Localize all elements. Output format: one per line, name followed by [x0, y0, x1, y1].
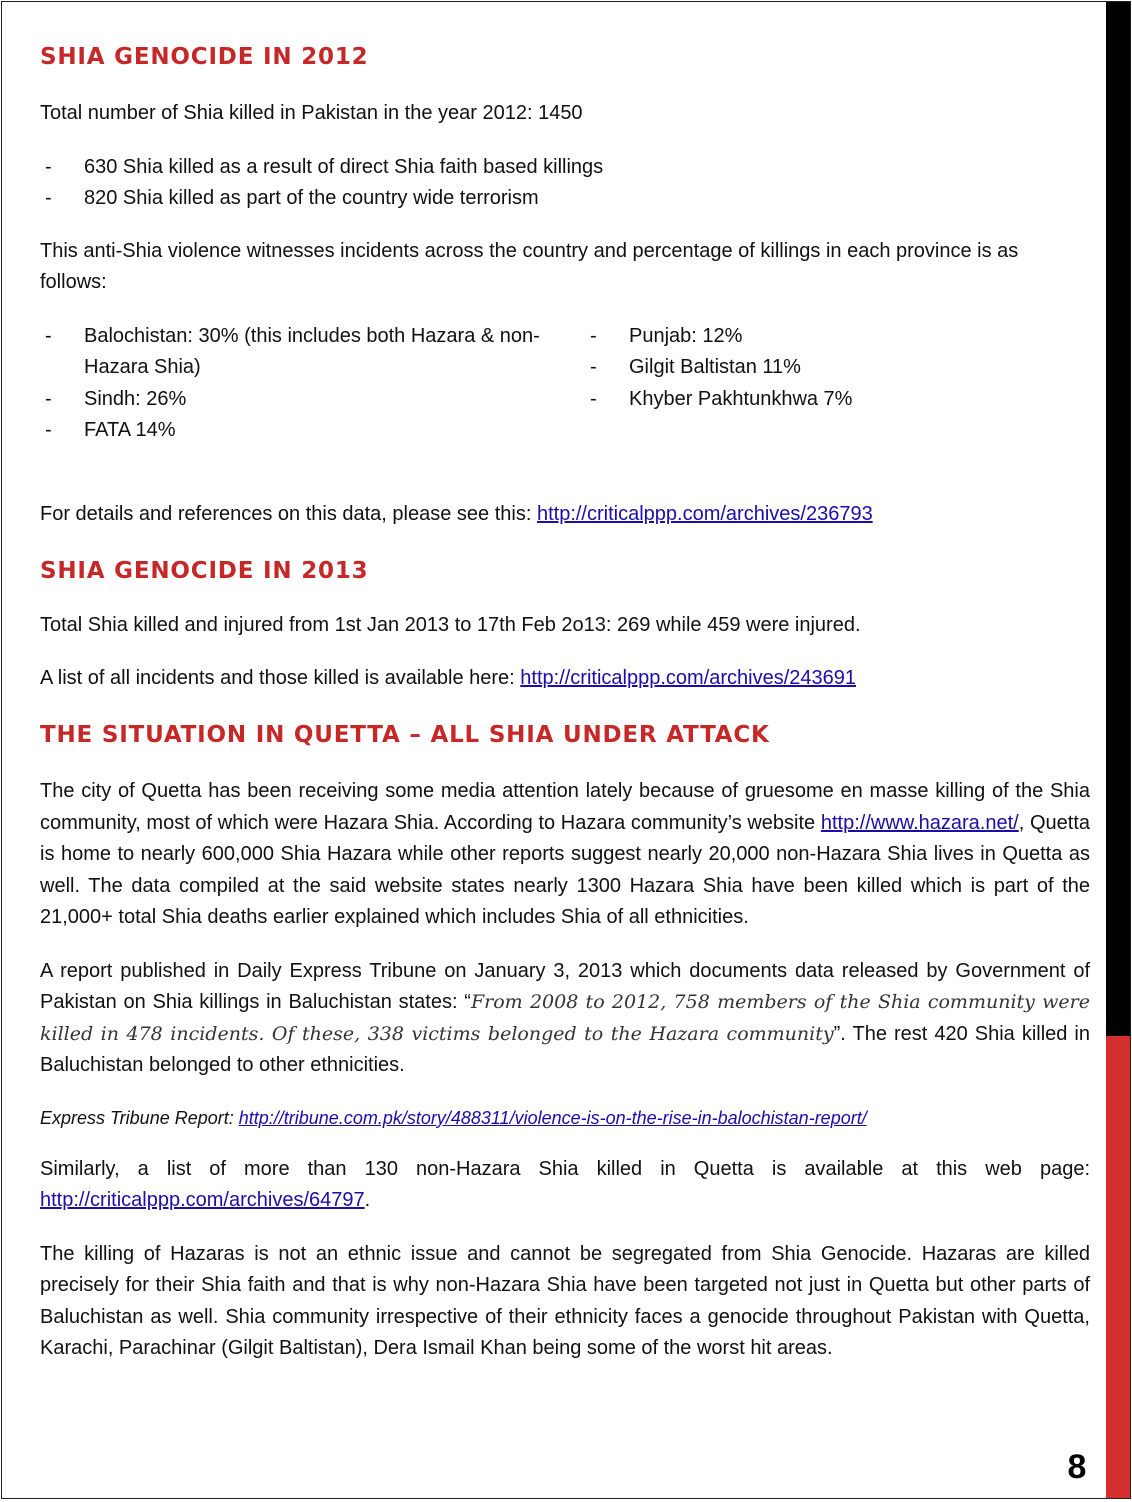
heading-quetta: THE SITUATION IN QUETTA – ALL SHIA UNDER ATTACK	[40, 722, 770, 748]
tribune-source	[40, 1104, 1090, 1132]
heading-2012: SHIA GENOCIDE IN 2012	[40, 44, 369, 70]
list-item: - 820 Shia killed as part of the country wide terrorism	[40, 183, 1090, 215]
criticalppp-64797-link[interactable]: http://criticalppp.com/archives/64797	[40, 1189, 365, 1211]
list-item: - Punjab: 12%	[585, 321, 1085, 353]
quetta-paragraph-1	[40, 776, 1090, 934]
side-bar-red	[1106, 1036, 1130, 1498]
list-item: - 630 Shia killed as a result of direct Shia faith based killings	[40, 152, 1090, 184]
incidents-text: A list of all incidents and those killed is available here:	[40, 666, 521, 689]
list-item: - FATA 14%	[40, 415, 585, 447]
heading-2013: SHIA GENOCIDE IN 2013	[40, 558, 369, 584]
quetta-paragraph-4: The killing of Hazaras is not an ethnic issue and cannot be segregated from Shia Genocide. Hazaras are killed precisely for their Shia faith and that is why non-Hazara Shia have been targeted not just in Quetta but other parts of Baluchistan as well. Shia community irrespective of their ethnicity faces a genocide throughout Pakistan with Quetta, Karachi, Parachinar (Gilgit Baltistan), Dera Ismail Khan being some of the worst hit areas.	[40, 1242, 1090, 1359]
paragraph-text: The city of Quetta has been receiving some media attention lately because of gruesome en masse killing of the Shia community, most of which were Hazara Shia. According to Hazara community’s website	[40, 780, 1090, 834]
total-2013: Total Shia killed and injured from 1st Jan 2013 to 17th Feb 2o13: 269 while 459 were injured.	[40, 614, 861, 636]
document-body	[40, 40, 1090, 1365]
list-item: - Sindh: 26%	[40, 384, 585, 416]
hazara-net-link[interactable]: http://www.hazara.net/	[820, 811, 1019, 834]
list-item: - Gilgit Baltistan 11%	[585, 352, 1085, 384]
province-columns	[40, 321, 1090, 447]
paragraph-text: A report published in Daily Express Tribune on January 3, 2013 which documents data released by Government of Pakistan on Shia killings in Baluchistan states: “	[40, 959, 1090, 1013]
tribune-quote: From 2008 to 2012, 758 members of the Shia community were killed in 478 incidents. Of these, 338 victims belonged to the Hazara community	[40, 991, 1090, 1045]
list-item: - Khyber Pakhtunkhwa 7%	[585, 384, 1085, 416]
province-list-right	[585, 321, 1085, 447]
province-list-left	[40, 321, 585, 447]
paragraph-text: ”. The rest 420 Shia killed in Baluchistan belonged to other ethnicities.	[40, 1022, 1090, 1076]
paragraph-text: Similarly, a list of more than 130 non-Hazara Shia killed in Quetta is available at this web page:	[40, 1157, 1090, 1180]
reference-link-236793[interactable]: http://criticalppp.com/archives/236793	[536, 502, 873, 525]
side-bar-black	[1106, 2, 1130, 1036]
page-number: 8	[1067, 1448, 1087, 1486]
list-item: - Balochistan: 30% (this includes both Hazara & non-Hazara Shia)	[40, 321, 585, 384]
quetta-paragraph-2	[40, 956, 1090, 1082]
reference-text: For details and references on this data, please see this:	[40, 502, 537, 525]
incidents-2013	[40, 663, 1090, 695]
paragraph-text: .	[364, 1189, 371, 1211]
bullet-list-2012	[40, 152, 1090, 215]
tribune-link[interactable]: http://tribune.com.pk/story/488311/violence-is-on-the-rise-in-balochistan-report/	[238, 1107, 867, 1128]
reference-2012	[40, 499, 1090, 531]
incidents-link-243691[interactable]: http://criticalppp.com/archives/243691	[520, 666, 857, 689]
province-intro: This anti-Shia violence witnesses incidents across the country and percentage of killings in each province is as follows:	[40, 239, 1019, 293]
source-label: Express Tribune Report:	[40, 1107, 239, 1128]
quetta-paragraph-3	[40, 1154, 1090, 1217]
paragraph-text: , Quetta is home to nearly 600,000 Shia Hazara while other reports suggest nearly 20,000 non-Hazara Shia lives in Quetta as well. The data compiled at the said website states nearly 1300 Hazara Shia have been killed which is part of the 21,000+ total Shia deaths earlier explained which includes Shia of all ethnicities.	[40, 811, 1090, 928]
total-2012: Total number of Shia killed in Pakistan in the year 2012: 1450	[40, 102, 583, 124]
